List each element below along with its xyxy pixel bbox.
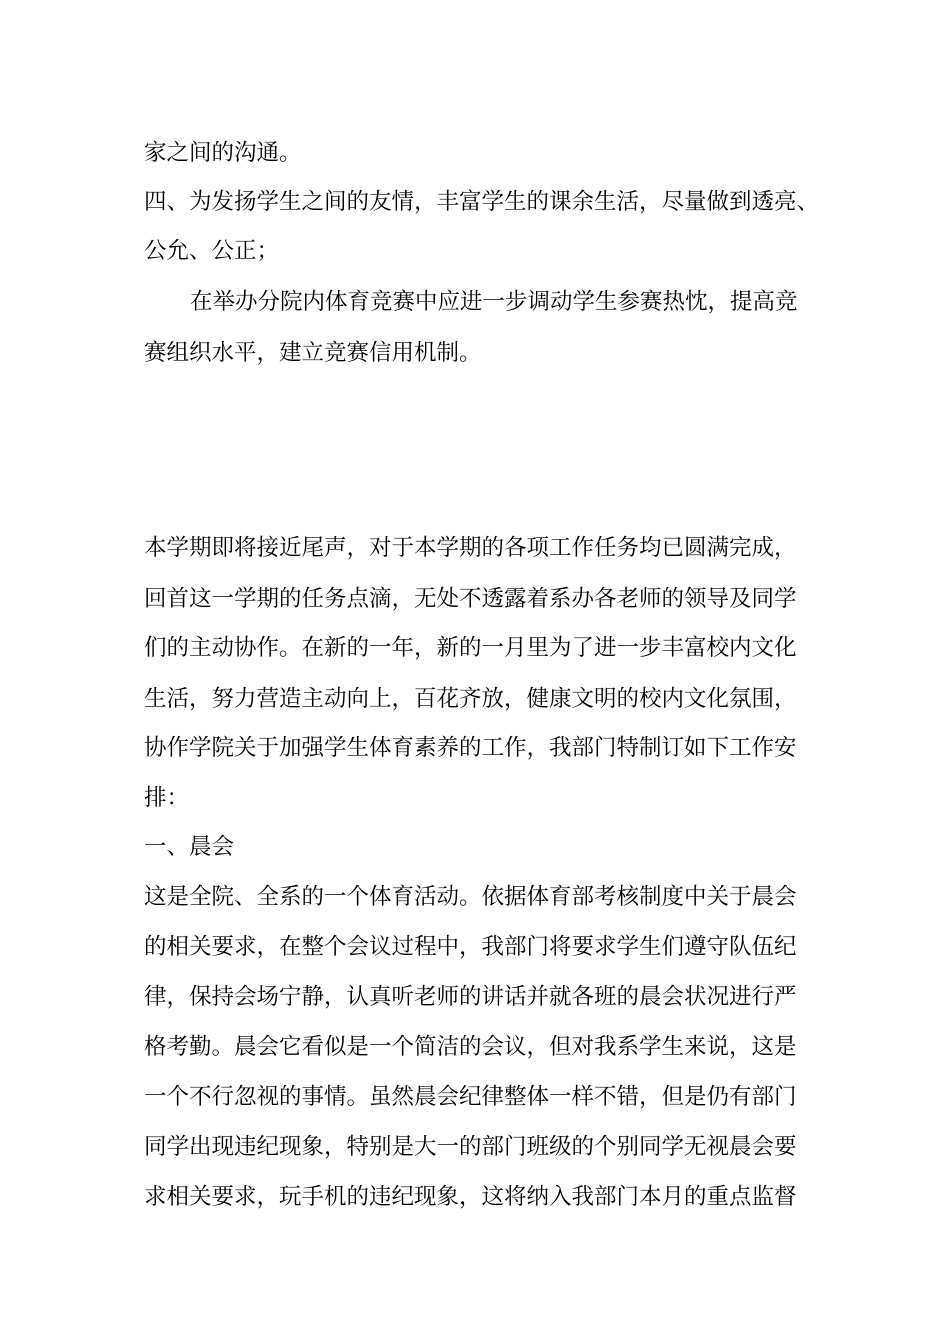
text-line: 律，保持会场宁静，认真听老师的讲话并就各班的晨会状况进行严 bbox=[144, 984, 797, 1010]
text-line: 本学期即将接近尾声，对于本学期的各项工作任务均已圆满完成， bbox=[144, 535, 797, 561]
text-line: 回首这一学期的任务点滴，无处不透露着系办各老师的领导及同学 bbox=[144, 586, 797, 612]
text-line: 生活，努力营造主动向上，百花齐放，健康文明的校内文化氛围， bbox=[144, 686, 797, 712]
section-heading: 一、晨会 bbox=[144, 834, 235, 860]
text-line: 一个不行忽视的事情。虽然晨会纪律整体一样不错，但是仍有部门 bbox=[144, 1084, 797, 1110]
text-line: 四、为发扬学生之间的友情，丰富学生的课余生活，尽量做到透亮、 bbox=[144, 189, 820, 215]
text-line: 排： bbox=[144, 785, 190, 811]
text-line: 赛组织水平，建立竞赛信用机制。 bbox=[144, 340, 482, 366]
text-line: 求相关要求，玩手机的违纪现象，这将纳入我部门本月的重点监督 bbox=[144, 1184, 797, 1210]
text-line: 在举办分院内体育竞赛中应进一步调动学生参赛热忱，提高竞 bbox=[190, 289, 798, 315]
text-line: 协作学院关于加强学生体育素养的工作，我部门特制订如下工作安 bbox=[144, 735, 797, 761]
text-line: 同学出现违纪现象，特别是大一的部门班级的个别同学无视晨会要 bbox=[144, 1134, 797, 1160]
text-line: 公允、公正； bbox=[144, 238, 280, 264]
text-line: 的相关要求，在整个会议过程中，我部门将要求学生们遵守队伍纪 bbox=[144, 934, 797, 960]
text-line: 家之间的沟通。 bbox=[144, 140, 302, 166]
text-line: 这是全院、全系的一个体育活动。依据体育部考核制度中关于晨会 bbox=[144, 884, 797, 910]
text-line: 格考勤。晨会它看似是一个简洁的会议，但对我系学生来说，这是 bbox=[144, 1034, 797, 1060]
text-line: 们的主动协作。在新的一年，新的一月里为了进一步丰富校内文化 bbox=[144, 635, 797, 661]
